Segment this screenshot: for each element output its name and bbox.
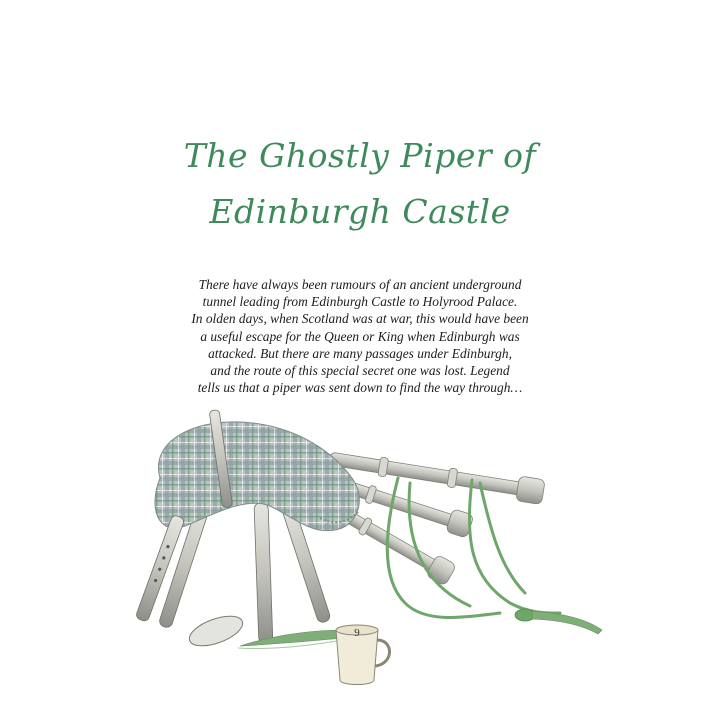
- story-line: In olden days, when Scotland was at war, this would have been: [191, 311, 529, 327]
- chanter-bell: [186, 610, 247, 652]
- page-title: [0, 128, 720, 240]
- story-line: attacked. But there are many passages under Edinburgh,: [208, 345, 512, 361]
- title-line-2: Edinburgh Castle: [209, 192, 511, 231]
- story-line: tells us that a piper was sent down to find the way through…: [197, 380, 523, 396]
- title-line-1: The Ghostly Piper of: [183, 136, 537, 175]
- story-line: a useful escape for the Queen or King when Edinburgh was: [200, 328, 520, 344]
- bagpipes-illustration: [80, 408, 640, 708]
- story-line: and the route of this special secret one was lost. Legend: [210, 363, 510, 379]
- story-line: There have always been rumours of an ancient underground: [198, 277, 522, 292]
- story-line: tunnel leading from Edinburgh Castle to Holyrood Palace.: [202, 294, 518, 310]
- story-paragraph: [150, 276, 570, 396]
- page-number: 9: [354, 627, 360, 639]
